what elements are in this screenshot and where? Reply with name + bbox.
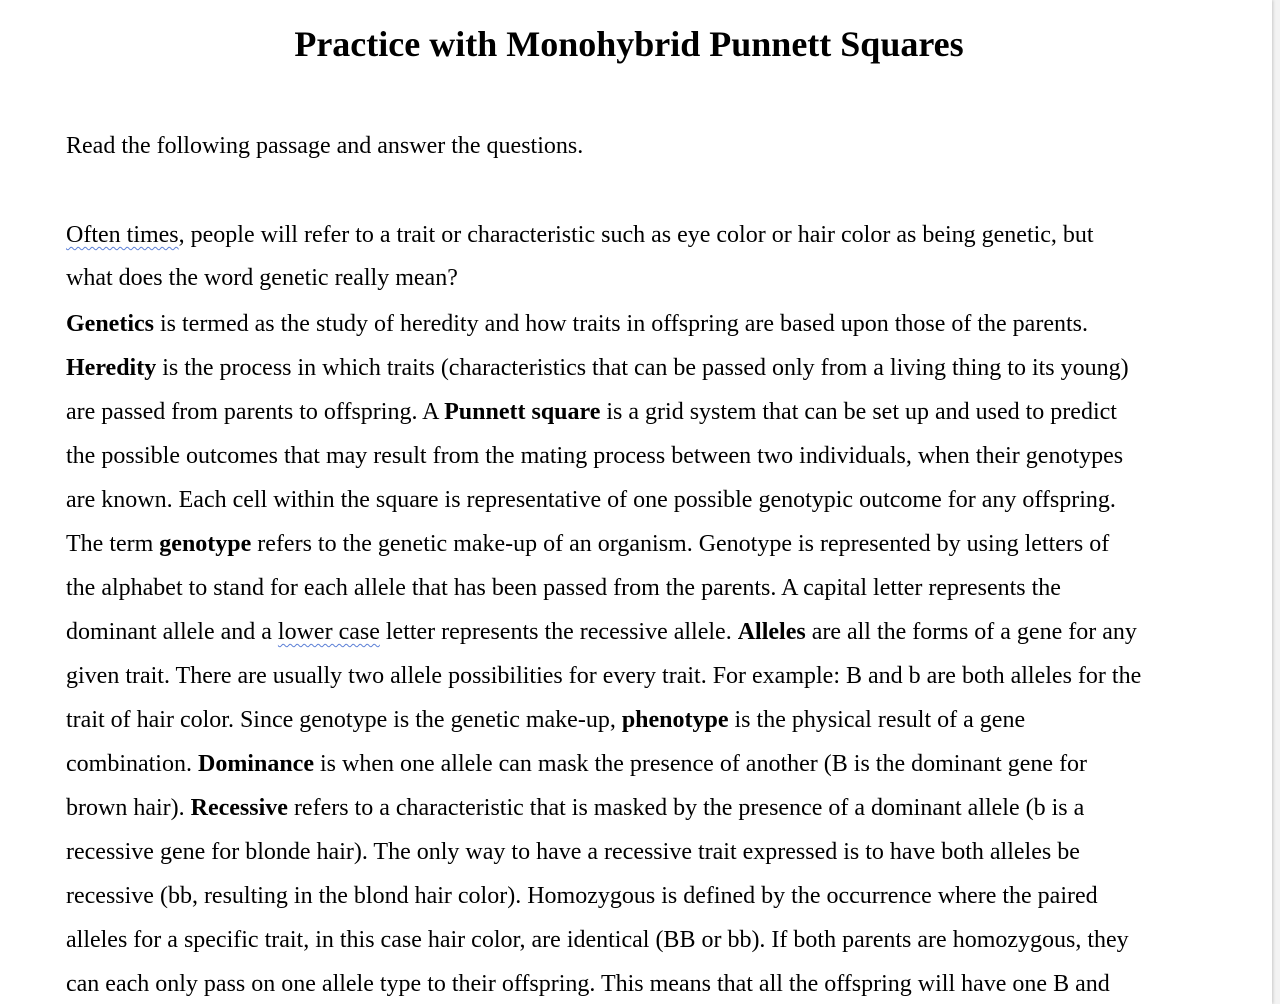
text-line xyxy=(66,610,1141,654)
text-line xyxy=(66,214,1094,257)
spellcheck-flagged-text[interactable]: Often times xyxy=(66,222,179,248)
text-run: is the physical result of a gene xyxy=(728,707,1026,733)
text-run: letter represents the recessive allele. xyxy=(379,619,738,645)
paragraph-1 xyxy=(66,214,1094,300)
term-heredity: Heredity xyxy=(66,355,157,381)
text-line xyxy=(66,302,1141,346)
text-line: the alphabet to stand for each allele that has been passed from the parents. A capital letter represents the xyxy=(66,575,1061,601)
text-line xyxy=(66,786,1141,830)
page-title: Practice with Monohybrid Punnett Squares xyxy=(294,24,964,64)
text-run: is termed as the study of heredity and how traits in offspring are based upon those of the parents. xyxy=(153,311,1088,337)
term-alleles: Alleles xyxy=(737,619,806,645)
text-run: The term xyxy=(66,531,160,557)
text-run: refers to the genetic make-up of an organism. Genotype is represented by using letters of xyxy=(251,531,1110,557)
text-line xyxy=(66,698,1141,742)
term-punnett-square: Punnett square xyxy=(444,399,601,425)
text-line xyxy=(66,390,1141,434)
text-run: combination. xyxy=(66,751,198,777)
term-phenotype: phenotype xyxy=(621,707,729,733)
text-run: are all the forms of a gene for any xyxy=(805,619,1137,645)
paragraph-2 xyxy=(66,302,1141,1004)
text-line: can each only pass on one allele type to their offspring. This means that all the offspring will have one B and xyxy=(66,971,1110,997)
text-line: the possible outcomes that may result from the mating process between two individuals, when their genotypes xyxy=(66,443,1124,469)
intro-text: Read the following passage and answer the questions. xyxy=(66,133,584,159)
text-line xyxy=(66,346,1141,390)
text-line: alleles for a specific trait, in this case hair color, are identical (BB or bb). If both parents are homozygous, they xyxy=(66,927,1129,953)
text-run: is a grid system that can be set up and used to predict xyxy=(600,399,1117,425)
text-line: recessive gene for blonde hair). The only way to have a recessive trait expressed is to have both alleles be xyxy=(66,839,1080,865)
term-genetics: Genetics xyxy=(66,311,154,337)
term-genotype: genotype xyxy=(159,531,252,557)
text-line: recessive (bb, resulting in the blond hair color). Homozygous is defined by the occurrence where the paired xyxy=(66,883,1098,909)
text-line xyxy=(66,742,1141,786)
text-run: refers to a characteristic that is masked by the presence of a dominant allele (b is a xyxy=(287,795,1085,821)
text-run: is when one allele can mask the presence of another (B is the dominant gene for xyxy=(313,751,1088,777)
spellcheck-flagged-text[interactable]: lower case xyxy=(277,619,380,645)
text-run: trait of hair color. Since genotype is the genetic make-up, xyxy=(66,707,622,733)
text-line: given trait. There are usually two allele possibilities for every trait. For example: B and b are both alleles for the xyxy=(66,663,1142,689)
text-line: are known. Each cell within the square is representative of one possible genotypic outcome for any offspring. xyxy=(66,487,1116,513)
term-dominance: Dominance xyxy=(197,751,314,777)
text-run: are passed from parents to offspring. A xyxy=(66,399,445,425)
term-recessive: Recessive xyxy=(190,795,288,821)
text-run: , people will refer to a trait or characteristic such as eye color or hair color as being genetic, but xyxy=(178,222,1094,248)
text-line xyxy=(66,522,1141,566)
text-run: is the process in which traits (characteristics that can be passed only from a living thing to its young) xyxy=(156,355,1129,381)
text-run: dominant allele and a xyxy=(66,619,278,645)
text-line: what does the word genetic really mean? xyxy=(66,265,458,291)
text-run: brown hair). xyxy=(66,795,191,821)
